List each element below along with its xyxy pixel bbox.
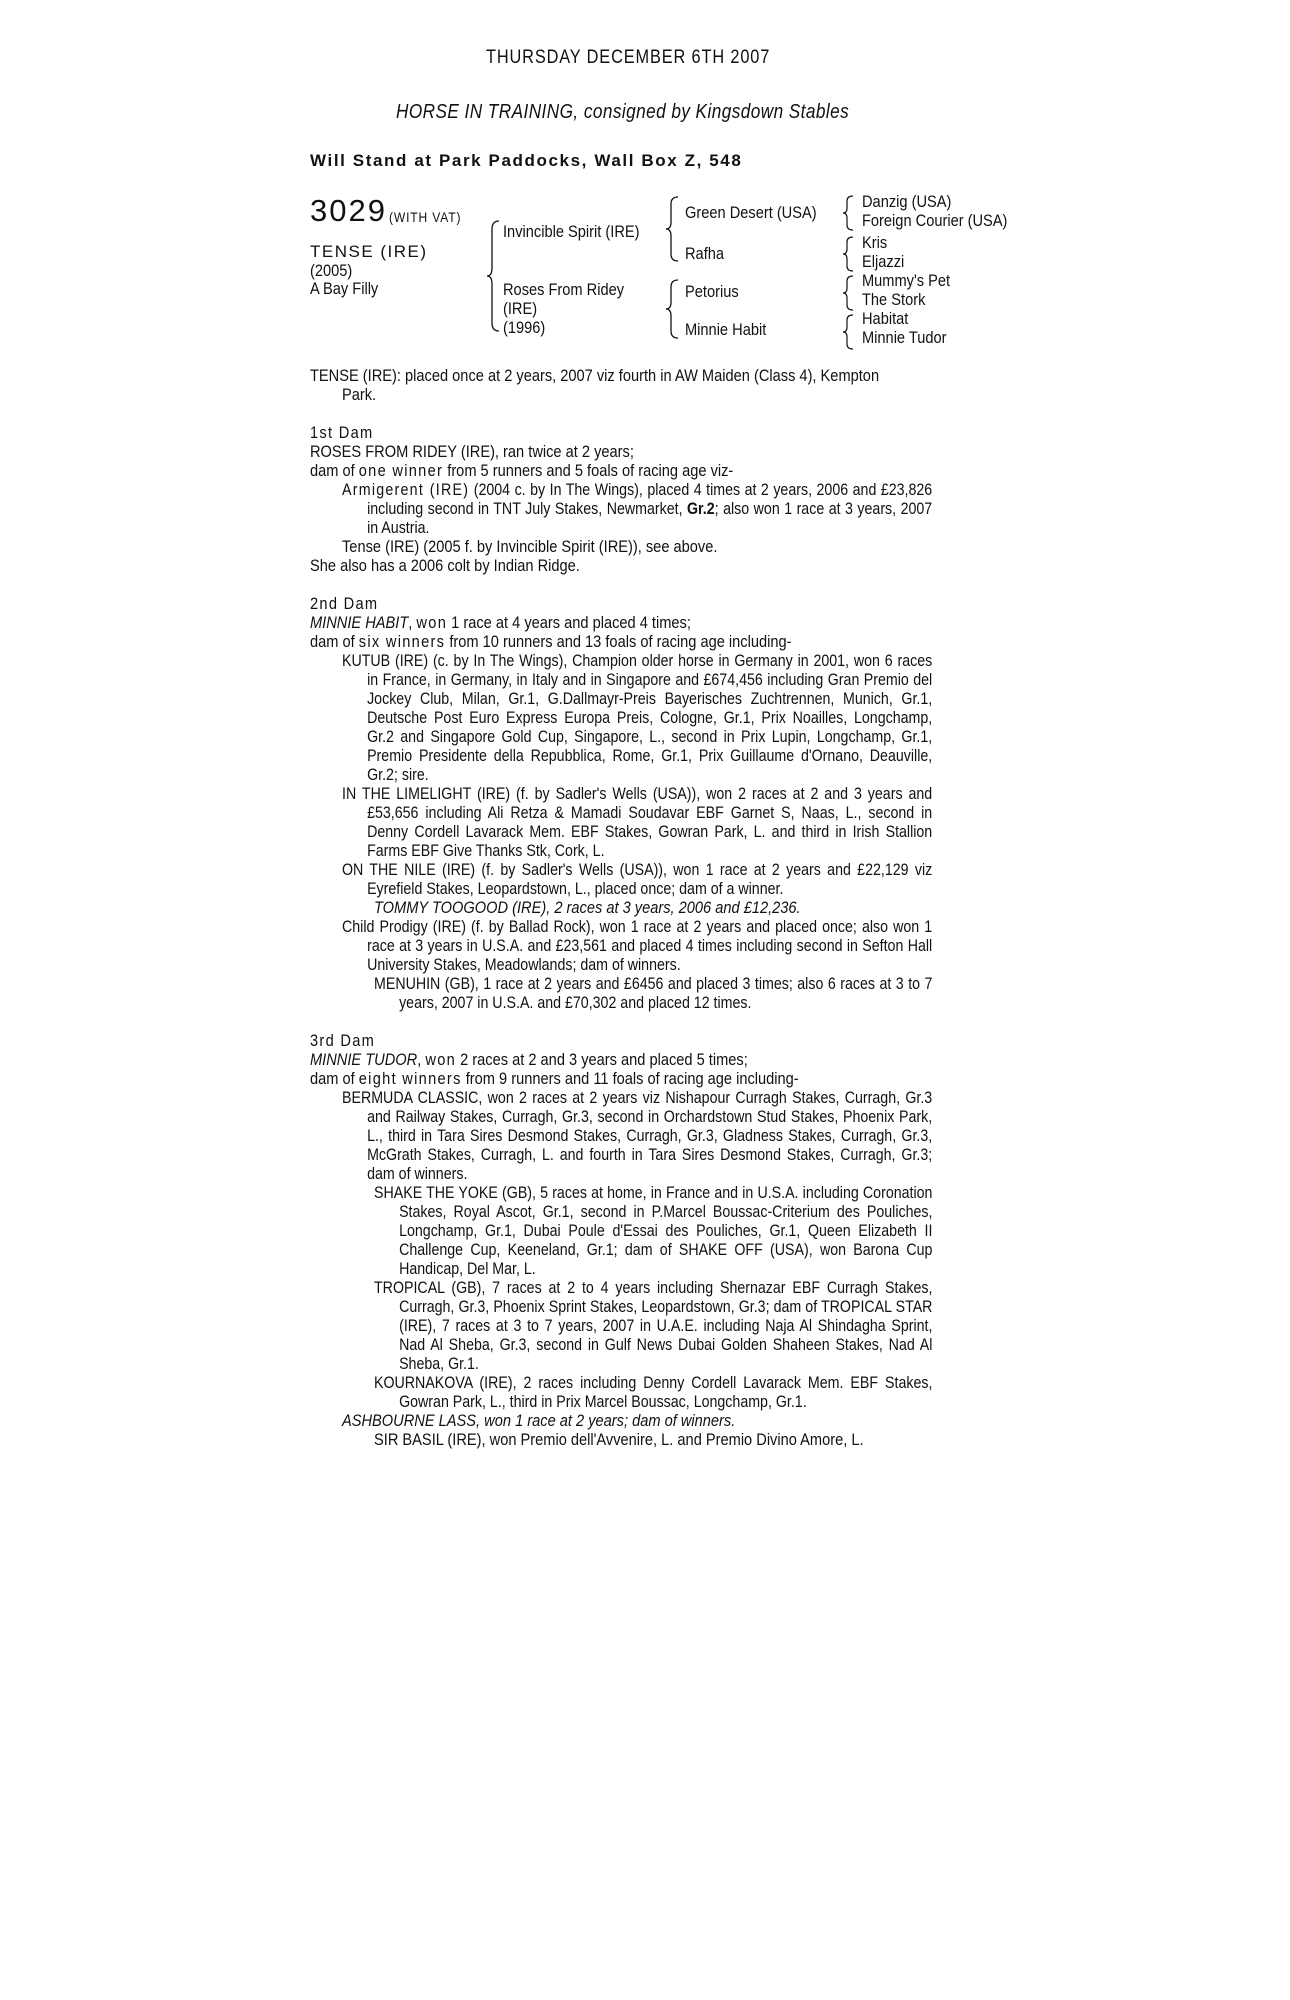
lot-number: 3029 [310,193,387,228]
third-dam-progeny-ashbourne: ASHBOURNE LASS, won 1 race at 2 years; dam of winners. [342,1411,736,1430]
pedigree-dam-line1: Roses From Ridey [503,280,625,299]
pedigree-dam-line3: (1996) [503,318,546,337]
horse-name: TENSE (IRE) [310,242,428,261]
second-dam-progeny-nile: ON THE NILE (IRE) (f. by Sadler's Wells (USA)), won 1 race at 2 years and £22,129 viz Eyrefield Stakes, Leopardstown, L., placed once; dam of a winner. [342,860,933,898]
third-dam-grandprogeny-basil: SIR BASIL (IRE), won Premio dell'Avvenire, L. and Premio Divino Amore, L. [374,1430,864,1449]
pedigree-brace-dam [665,279,679,339]
pedigree-brace-main [486,220,500,332]
second-dam-progeny-limelight: IN THE LIMELIGHT (IRE) (f. by Sadler's Wells (USA)), won 2 races at 2 and 3 years and £53,656 including Ali Retza & Mamadi Soudavar EBF Garnet S, Naas, L., second in Denny Cordell Lavarack Mem. EBF Stakes, Gowran Park, L. and third in Irish Stallion Farms EBF Give Thanks Stk, Cork, L. [342,784,933,860]
pedigree-g3-4: Eljazzi [862,252,905,271]
third-dam-grandprogeny-shake: SHAKE THE YOKE (GB), 5 races at home, in France and in U.S.A. including Coronation Stakes, Royal Ascot, Gr.1, second in P.Marcel Boussac-Criterium des Pouliches, Longchamp, Gr.1, Dubai Poule d'Essai des Pouliches, Gr.1, Queen Elizabeth II Challenge Cup, Keeneland, Gr.1; dam of SHAKE OFF (USA), won Barona Cup Handicap, Del Mar, L. [374,1183,933,1278]
summary-line2: Park. [342,385,377,404]
horse-description: A Bay Filly [310,279,379,298]
sale-date: THURSDAY DECEMBER 6TH 2007 [486,47,771,68]
consignment-heading: HORSE IN TRAINING, consigned by Kingsdown Stables [396,101,850,123]
pedigree-g3-8: Minnie Tudor [862,328,947,347]
pedigree-g3-7: Habitat [862,309,909,328]
pedigree-g3-1: Danzig (USA) [862,192,952,211]
third-dam-progeny-bermuda: BERMUDA CLASSIC, won 2 races at 2 years viz Nishapour Curragh Stakes, Curragh, Gr.3 and Railway Stakes, Curragh, Gr.3, second in Orchardstown Stud Stakes, Phoenix Park, L., third in Tara Sires Desmond Stakes, Curragh, Gr.3, Gladness Stakes, Curragh, Gr.3, McGrath Stakes, Curragh, L. and fourth in Tara Sires Desmond Stakes, Curragh, Gr.3; dam of winners. [342,1088,933,1183]
second-dam-progeny-prodigy: Child Prodigy (IRE) (f. by Ballad Rock), won 1 race at 2 years and placed once; also won 1 race at 3 years in U.S.A. and £23,561 and placed 4 times including second in Sefton Hall University Stakes, Meadowlands; dam of winners. [342,917,933,974]
pedigree-brace-g3-3 [842,275,854,311]
pedigree-brace-g3-2 [842,236,854,272]
first-dam-also: She also has a 2006 colt by Indian Ridge. [310,556,580,575]
third-dam-line1: MINNIE TUDOR, won 2 races at 2 and 3 years and placed 5 times; [310,1050,748,1069]
pedigree-brace-g3-4 [842,314,854,350]
pedigree-dam-line2: (IRE) [503,299,538,318]
second-dam-line2: dam of six winners from 10 runners and 13 foals of racing age including- [310,632,792,651]
pedigree-dam-sire: Petorius [685,282,739,301]
summary-line1: TENSE (IRE): placed once at 2 years, 2007 viz fourth in AW Maiden (Class 4), Kempton [310,366,880,385]
location-line: Will Stand at Park Paddocks, Wall Box Z, 548 [310,151,743,170]
third-dam-grandprogeny-tropical: TROPICAL (GB), 7 races at 2 to 4 years including Shernazar EBF Curragh Stakes, Curragh, Gr.3, Phoenix Sprint Stakes, Leopardstown, Gr.3; dam of TROPICAL STAR (IRE), 7 races at 3 to 7 years, 2007 in U.A.E. including Naja Al Shindagha Sprint, Nad Al Sheba, Gr.3, second in Gulf News Dubai Golden Shaheen Stakes, Nad Al Sheba, Gr.1. [374,1278,933,1373]
third-dam-heading: 3rd Dam [310,1031,376,1050]
first-dam-progeny-armigerent: Armigerent (IRE) (2004 c. by In The Wings), placed 4 times at 2 years, 2006 and £23,826 including second in TNT July Stakes, Newmarket, Gr.2; also won 1 race at 3 years, 2007 in Austria. [342,480,933,537]
pedigree-brace-g3-1 [842,195,854,231]
first-dam-progeny-tense: Tense (IRE) (2005 f. by Invincible Spirit (IRE)), see above. [342,537,718,556]
second-dam-progeny-kutub: KUTUB (IRE) (c. by In The Wings), Champion older horse in Germany in 2001, won 6 races in France, in Germany, in Italy and in Singapore and £674,456 including Gran Premio del Jockey Club, Milan, Gr.1, G.Dallmayr-Preis Bayerisches Zuchtrennen, Munich, Gr.1, Deutsche Post Euro Express Europa Preis, Cologne, Gr.1, Prix Noailles, Longchamp, Gr.2 and Singapore Gold Cup, Singapore, L., second in Prix Lupin, Longchamp, Gr.1, Premio Presidente della Repubblica, Rome, Gr.1, Prix Guillaume d'Ornano, Deauville, Gr.2; sire. [342,651,933,784]
pedigree-g3-5: Mummy's Pet [862,271,951,290]
third-dam-grandprogeny-kournakova: KOURNAKOVA (IRE), 2 races including Denny Cordell Lavarack Mem. EBF Stakes, Gowran Park, L., third in Prix Marcel Boussac, Longchamp, Gr.1. [374,1373,933,1411]
vat-note: (WITH VAT) [389,209,462,225]
pedigree-sire: Invincible Spirit (IRE) [503,222,640,241]
pedigree-dam-dam: Minnie Habit [685,320,767,339]
first-dam-line1: ROSES FROM RIDEY (IRE), ran twice at 2 years; [310,442,634,461]
pedigree-brace-sire [665,196,679,262]
second-dam-grandprogeny-menuhin: MENUHIN (GB), 1 race at 2 years and £6456 and placed 3 times; also 6 races at 3 to 7 years, 2007 in U.S.A. and £70,302 and placed 12 times. [374,974,933,1012]
first-dam-heading: 1st Dam [310,423,374,442]
second-dam-line1: MINNIE HABIT, won 1 race at 4 years and placed 4 times; [310,613,691,632]
second-dam-heading: 2nd Dam [310,594,379,613]
first-dam-line2: dam of one winner from 5 runners and 5 foals of racing age viz- [310,461,734,480]
pedigree-sire-dam: Rafha [685,244,725,263]
pedigree-g3-3: Kris [862,233,888,252]
pedigree-g3-2: Foreign Courier (USA) [862,211,1008,230]
pedigree-g3-6: The Stork [862,290,926,309]
third-dam-line2: dam of eight winners from 9 runners and 11 foals of racing age including- [310,1069,799,1088]
horse-year: (2005) [310,261,353,280]
second-dam-grandprogeny-tommy: TOMMY TOOGOOD (IRE), 2 races at 3 years, 2006 and £12,236. [374,898,801,917]
pedigree-sire-sire: Green Desert (USA) [685,203,817,222]
